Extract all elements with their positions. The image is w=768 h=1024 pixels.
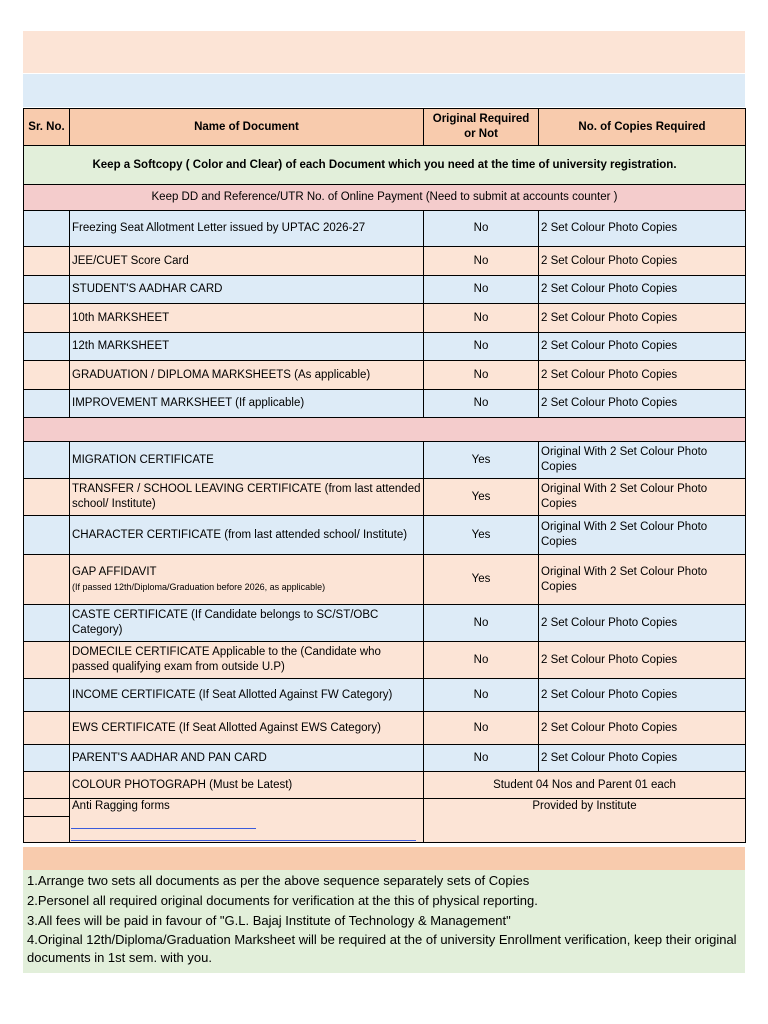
original-required: No <box>424 642 539 679</box>
sr-cell <box>24 516 70 555</box>
section-divider <box>24 418 746 442</box>
sr-cell <box>24 247 70 276</box>
table-row <box>24 442 746 479</box>
sr-cell <box>24 642 70 679</box>
anti-ragging-row <box>24 799 746 817</box>
original-required: No <box>424 712 539 745</box>
softcopy-banner <box>24 146 746 185</box>
sr-cell <box>24 479 70 516</box>
table-row <box>24 516 746 555</box>
note-item: 3.All fees will be paid in favour of "G.L. Bajaj Institute of Technology & Management" <box>27 913 511 928</box>
copies-required: 2 Set Colour Photo Copies <box>539 712 746 745</box>
sr-cell <box>24 772 70 799</box>
document-name: CHARACTER CERTIFICATE (from last attended school/ Institute) <box>70 516 424 555</box>
sr-cell <box>24 799 70 817</box>
document-name: PARENT'S AADHAR AND PAN CARD <box>70 745 424 772</box>
copies-required: 2 Set Colour Photo Copies <box>539 276 746 304</box>
sr-cell <box>24 679 70 712</box>
softcopy-banner-text: Keep a Softcopy ( Color and Clear) of each Document which you need at the time of university registration. <box>24 146 746 185</box>
document-name: EWS CERTIFICATE (If Seat Allotted Against EWS Category) <box>70 712 424 745</box>
document-name: DOMECILE CERTIFICATE Applicable to the (Candidate who passed qualifying exam from outside U.P) <box>70 642 424 679</box>
sr-cell <box>24 555 70 605</box>
original-required: No <box>424 211 539 247</box>
document-name: IMPROVEMENT MARKSHEET (If applicable) <box>70 390 424 418</box>
copies-required: 2 Set Colour Photo Copies <box>539 390 746 418</box>
copies-required: Original With 2 Set Colour Photo Copies <box>539 442 746 479</box>
copies-required: 2 Set Colour Photo Copies <box>539 361 746 390</box>
table-header <box>24 109 746 146</box>
original-required: No <box>424 605 539 642</box>
sr-cell <box>24 333 70 361</box>
table-row <box>24 276 746 304</box>
sr-cell <box>24 304 70 333</box>
original-required: Yes <box>424 442 539 479</box>
header-name: Name of Document <box>70 109 424 146</box>
gap-affidavit-note: (If passed 12th/Diploma/Graduation before 2026, as applicable) <box>72 581 326 592</box>
copies-required: 2 Set Colour Photo Copies <box>539 211 746 247</box>
copies-required: 2 Set Colour Photo Copies <box>539 605 746 642</box>
document-name: CASTE CERTIFICATE (If Candidate belongs to SC/ST/OBC Category) <box>70 605 424 642</box>
copies-required: 2 Set Colour Photo Copies <box>539 642 746 679</box>
sr-cell <box>24 390 70 418</box>
document-name: GRADUATION / DIPLOMA MARKSHEETS (As applicable) <box>70 361 424 390</box>
top-band-peach <box>23 31 745 73</box>
anti-ragging-requirement: Provided by Institute <box>424 799 746 843</box>
sr-cell <box>24 712 70 745</box>
original-required: Yes <box>424 479 539 516</box>
original-required: No <box>424 276 539 304</box>
original-required: No <box>424 333 539 361</box>
document-name: Anti Ragging forms <box>70 799 424 843</box>
table-row <box>24 304 746 333</box>
footer-divider-bar <box>23 847 745 870</box>
form-link-underline[interactable] <box>71 828 256 829</box>
table-row <box>24 745 746 772</box>
document-name: INCOME CERTIFICATE (If Seat Allotted Against FW Category) <box>70 679 424 712</box>
table-row <box>24 361 746 390</box>
document-name: COLOUR PHOTOGRAPH (Must be Latest) <box>70 772 424 799</box>
sr-cell <box>24 817 70 843</box>
header-original: Original Required or Not <box>424 109 539 146</box>
section-divider-cell <box>24 418 746 442</box>
copies-required: Original With 2 Set Colour Photo Copies <box>539 479 746 516</box>
photo-row <box>24 772 746 799</box>
table-row <box>24 211 746 247</box>
header-sr-no: Sr. No. <box>24 109 70 146</box>
table-row <box>24 605 746 642</box>
table-row <box>24 555 746 605</box>
document-name <box>70 555 424 605</box>
note-item: 4.Original 12th/Diploma/Graduation Marksheet will be required at the of university Enrollment verification, keep their original documents in 1st sem. with you. <box>27 932 737 965</box>
table-row <box>24 479 746 516</box>
sr-cell <box>24 605 70 642</box>
copies-required: 2 Set Colour Photo Copies <box>539 304 746 333</box>
original-required: No <box>424 745 539 772</box>
note-item: 1.Arrange two sets all documents as per the above sequence separately sets of Copies <box>27 873 530 888</box>
sr-cell <box>24 276 70 304</box>
document-name: STUDENT'S AADHAR CARD <box>70 276 424 304</box>
sr-cell <box>24 745 70 772</box>
table-row <box>24 712 746 745</box>
table-row <box>24 642 746 679</box>
copies-required: Original With 2 Set Colour Photo Copies <box>539 555 746 605</box>
sr-cell <box>24 442 70 479</box>
top-band-blue <box>23 74 745 107</box>
payment-banner <box>24 185 746 211</box>
sr-cell <box>24 361 70 390</box>
document-name: 10th MARKSHEET <box>70 304 424 333</box>
header-copies: No. of Copies Required <box>539 109 746 146</box>
original-required: No <box>424 361 539 390</box>
form-link-underline[interactable] <box>71 840 416 841</box>
table-row <box>24 247 746 276</box>
table-row <box>24 679 746 712</box>
photo-requirement: Student 04 Nos and Parent 01 each <box>424 772 746 799</box>
document-name: Freezing Seat Allotment Letter issued by UPTAC 2026-27 <box>70 211 424 247</box>
original-required: Yes <box>424 516 539 555</box>
original-required: No <box>424 390 539 418</box>
document-name: MIGRATION CERTIFICATE <box>70 442 424 479</box>
copies-required: 2 Set Colour Photo Copies <box>539 333 746 361</box>
document-name: 12th MARKSHEET <box>70 333 424 361</box>
original-required: No <box>424 247 539 276</box>
document-name: JEE/CUET Score Card <box>70 247 424 276</box>
document-name: TRANSFER / SCHOOL LEAVING CERTIFICATE (from last attended school/ Institute) <box>70 479 424 516</box>
note-item: 2.Personel all required original documents for verification at the this of physical reporting. <box>27 893 538 908</box>
copies-required: 2 Set Colour Photo Copies <box>539 679 746 712</box>
gap-affidavit-title: GAP AFFIDAVIT <box>72 565 157 578</box>
copies-required: Original With 2 Set Colour Photo Copies <box>539 516 746 555</box>
sr-cell <box>24 211 70 247</box>
copies-required: 2 Set Colour Photo Copies <box>539 247 746 276</box>
original-required: No <box>424 304 539 333</box>
copies-required: 2 Set Colour Photo Copies <box>539 745 746 772</box>
documents-table <box>23 108 746 843</box>
original-required: No <box>424 679 539 712</box>
table-row <box>24 390 746 418</box>
original-required: Yes <box>424 555 539 605</box>
instructions-notes <box>23 870 745 973</box>
payment-banner-text: Keep DD and Reference/UTR No. of Online Payment (Need to submit at accounts counter ) <box>24 185 746 211</box>
table-row <box>24 333 746 361</box>
